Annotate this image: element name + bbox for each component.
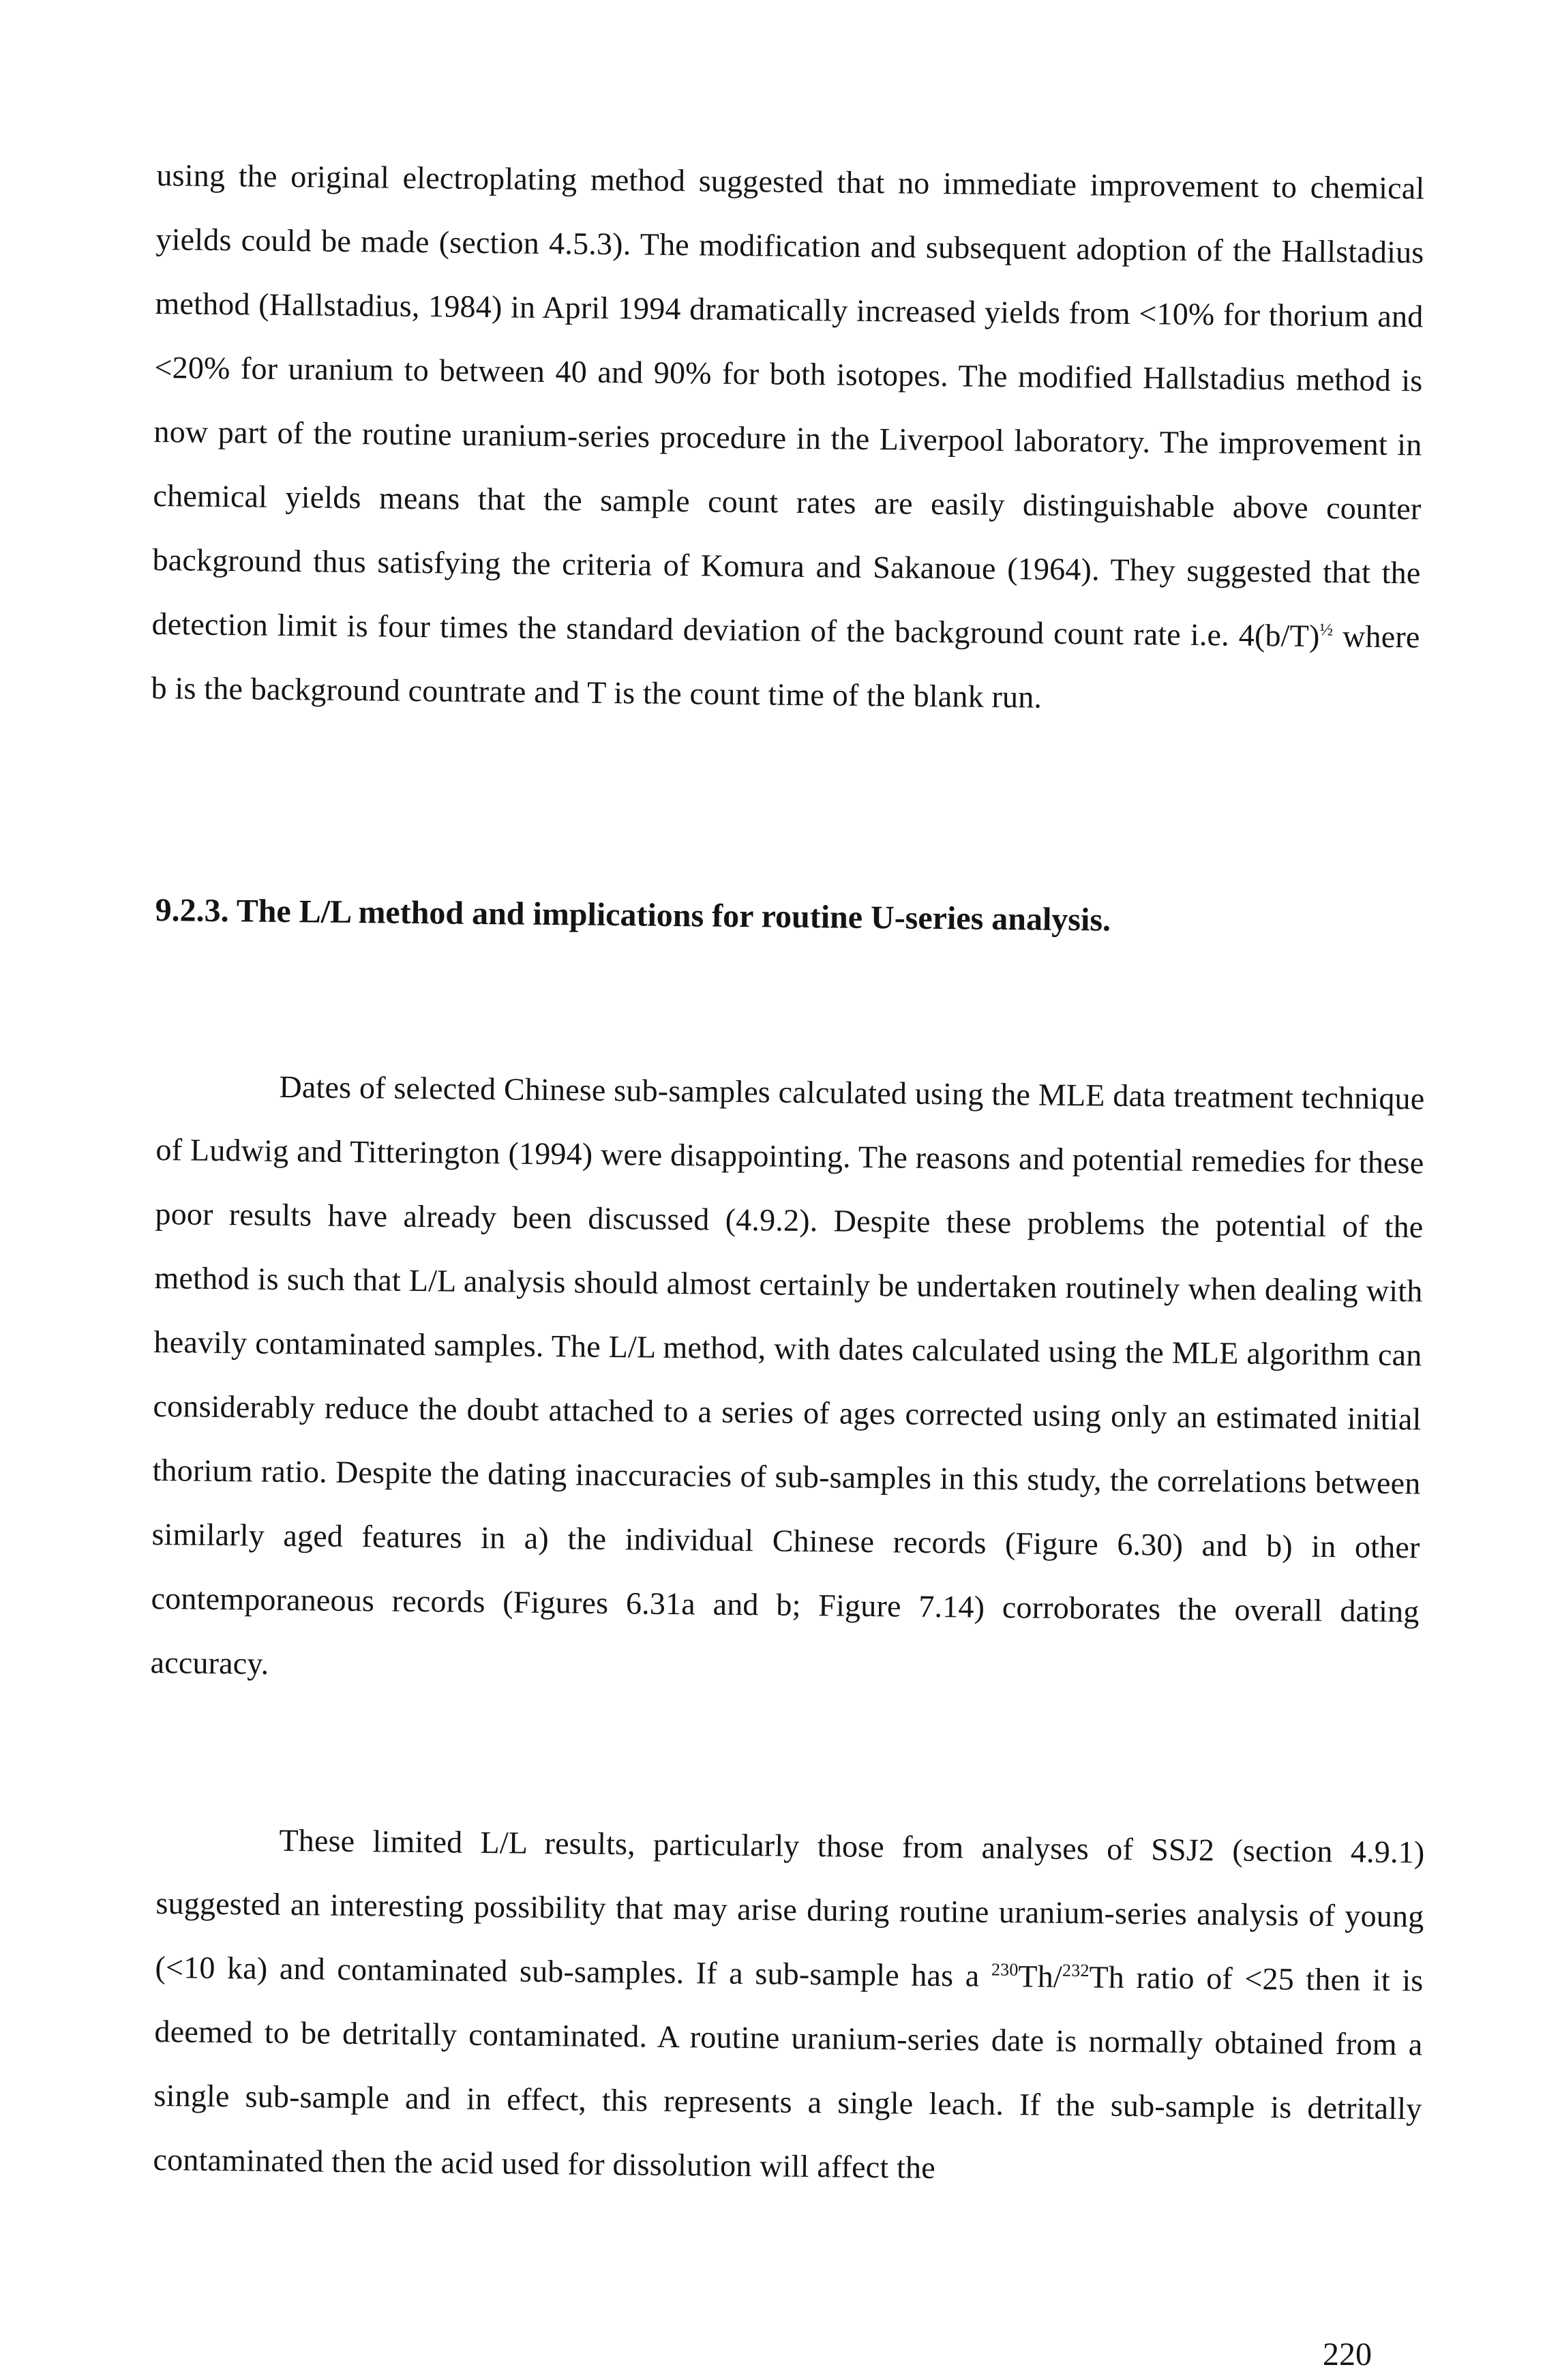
exponent-half: ½ [1319, 619, 1334, 640]
isotope-mass-232: 232 [1062, 1960, 1090, 1981]
isotope-symbol-th: Th/ [1018, 1959, 1063, 1994]
section-heading: 9.2.3. The L/L method and implications for routine U-series analysis. [155, 891, 1111, 938]
paragraph-ll-results-text-end: ratio of <25 then it is deemed to be detritally contaminated. A routine uranium-series date is normally obtained from a single sub-sample and in effect, this represents a single leach. If the sub-sample is detritally contaminated then the acid used for dissolution will affect the [153, 1959, 1424, 2185]
paragraph-yields [151, 143, 1425, 733]
paragraph-yields-text: using the original electroplating method suggested that no immediate improvement to chemical yields could be made (section 4.5.3). The modification and subsequent adoption of the Hallstadius method (Hallstadius, 1984) in April 1994 dramatically increased yields from <10% for thorium and <20% for uranium to between 40 and 90% for both isotopes. The modified Hallstadius method is now part of the routine uranium-series procedure in the Liverpool laboratory. The improvement in chemical yields means that the sample count rates are easily distinguishable above counter background thus satisfying the criteria of Komura and Sakanoue (1964). They suggested that the detection limit is four times the standard deviation of the background count rate i.e. 4(b/T) [151, 157, 1425, 653]
paragraph-yields-text-end: where b is the background countrate and T is the count time of the blank run. [151, 619, 1420, 715]
paragraph-ll-results [153, 1807, 1425, 2205]
paragraph-ll-results-text: These limited L/L results, particularly those from analyses of SSJ2 (section 4.9.1) suggested an interesting possibility that may arise during routine uranium-series analysis of young (<10 ka) and contaminated sub-samples. If a sub-sample has a [155, 1822, 1425, 1993]
isotope-mass-230: 230 [991, 1959, 1019, 1980]
isotope-symbol-th-2: Th [1089, 1959, 1125, 1995]
page-number: 220 [1323, 2336, 1372, 2372]
paragraph-mle-dates: Dates of selected Chinese sub-samples calculated using the MLE data treatment technique of Ludwig and Titterington (1994) were disappointing. The reasons and potential remedies for these poor results have already been discussed (4.9.2). Despite these problems the potential of the method is such that L/L analysis should almost certainly be undertaken routinely when dealing with heavily contaminated samples. The L/L method, with dates calculated using the MLE algorithm can considerably reduce the doubt attached to a series of ages corrected using only an estimated initial thorium ratio. Despite the dating inaccuracies of sub-samples in this study, the correlations between similarly aged features in a) the individual Chinese records (Figure 6.30) and b) in other contemporaneous records (Figures 6.31a and b; Figure 7.14) corroborates the overall dating accuracy. [150, 1069, 1425, 1681]
